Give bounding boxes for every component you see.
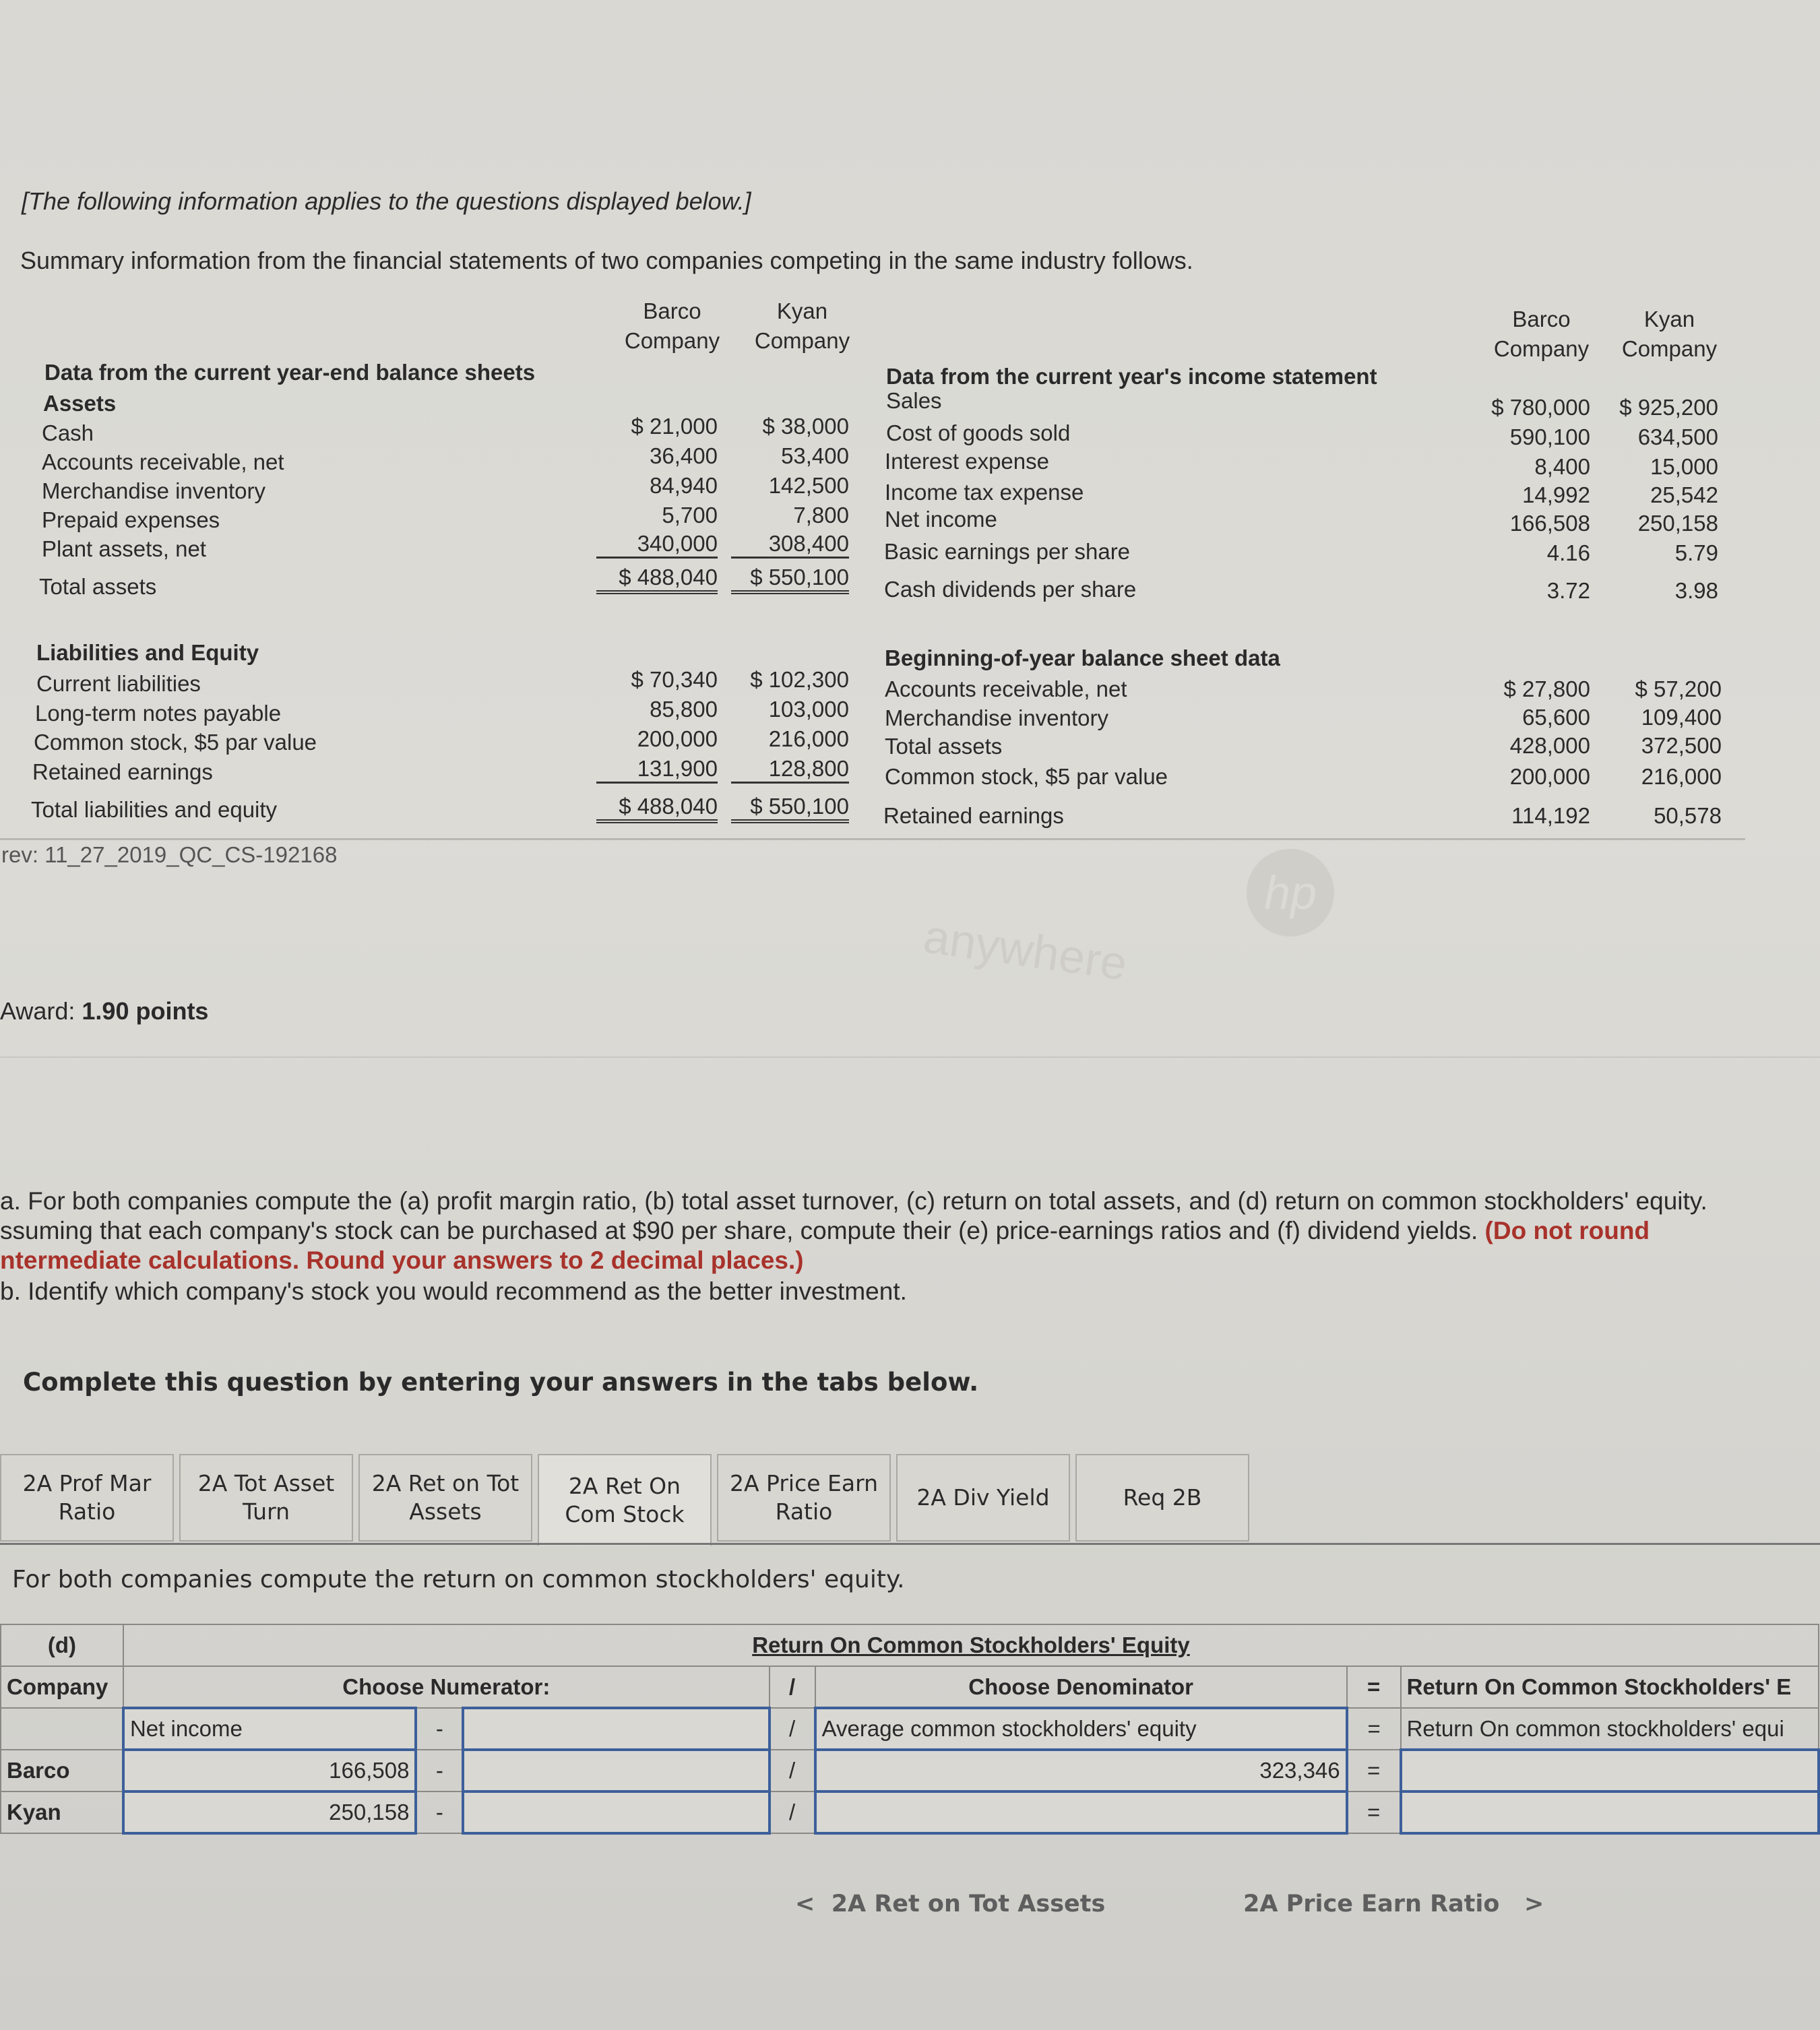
kyan-beginning-value: 50,578 <box>1654 803 1722 828</box>
kyan-beginning-value: 216,000 <box>1641 764 1722 789</box>
watermark-text: anywhere <box>920 910 1131 990</box>
kyan-income-value: 5.79 <box>1674 540 1718 565</box>
rounding-note-cont: ntermediate calculations. Round your answers to 2 decimal places.) <box>0 1246 804 1274</box>
header-line: Company <box>624 328 720 353</box>
kyan-beginning-value: $ 57,200 <box>1635 676 1722 701</box>
barco-value: 131,900 <box>596 756 718 784</box>
kyan-value: 7,800 <box>793 503 849 528</box>
kyan-column-header-right <box>1614 305 1725 364</box>
income-label: Net income <box>885 507 997 532</box>
minus-sign: - <box>416 1791 463 1833</box>
tab-underline <box>0 1543 1820 1545</box>
barco-income-value: 8,400 <box>1534 454 1590 479</box>
section-divider <box>0 1056 1820 1058</box>
header-line: Company <box>1493 336 1590 361</box>
hp-logo-reflection: hp <box>1247 849 1334 937</box>
barco-column-header <box>617 296 728 356</box>
tab-line: Com Stock <box>565 1501 685 1527</box>
barco-total-assets: $ 488,040 <box>596 565 718 594</box>
blank-cell <box>1 1708 123 1750</box>
prev-tab-button[interactable] <box>795 1891 1105 1917</box>
divide-sign: / <box>770 1791 815 1833</box>
barco-value: 36,400 <box>650 443 718 468</box>
equals-sign: = <box>1347 1708 1401 1750</box>
kyan-value: 103,000 <box>768 697 849 722</box>
income-label: Basic earnings per share <box>884 539 1131 564</box>
kyan-numerator-input-2[interactable] <box>463 1791 769 1833</box>
kyan-value: 53,400 <box>781 443 849 468</box>
liability-label: Common stock, $5 par value <box>34 730 317 755</box>
minus-sign: - <box>416 1708 463 1750</box>
beginning-label: Merchandise inventory <box>885 705 1108 730</box>
tab-ret-on-com-stock[interactable] <box>538 1454 712 1546</box>
result-label: Return On common stockholders' equi <box>1401 1708 1819 1750</box>
tab-bar <box>0 1454 1255 1546</box>
barco-beginning-value: 428,000 <box>1509 733 1590 758</box>
total-liab-label: Total liabilities and equity <box>31 797 278 822</box>
barco-result-input[interactable] <box>1401 1750 1819 1791</box>
barco-value: $ 70,340 <box>631 667 718 692</box>
barco-value: 85,800 <box>650 697 718 722</box>
intro-note: [The following information applies to the questions displayed below.] <box>22 187 751 215</box>
liability-label: Current liabilities <box>36 671 201 696</box>
tab-line: Turn <box>243 1498 290 1525</box>
kyan-income-value: $ 925,200 <box>1619 395 1718 420</box>
tab-instruction: For both companies compute the return on common stockholders' equity. <box>12 1566 905 1593</box>
kyan-result-input[interactable] <box>1401 1791 1819 1833</box>
barco-numerator-input[interactable]: 166,508 <box>123 1750 416 1791</box>
barco-beginning-value: 65,600 <box>1522 705 1590 730</box>
beginning-label: Accounts receivable, net <box>885 676 1127 701</box>
grid-formula-row <box>1 1708 1819 1750</box>
header-line: Company <box>1621 336 1718 361</box>
barco-value: 340,000 <box>596 531 718 559</box>
kyan-income-value: 15,000 <box>1650 454 1718 479</box>
header-line: Barco <box>643 298 701 323</box>
kyan-income-value: 3.98 <box>1674 578 1718 603</box>
asset-label: Merchandise inventory <box>42 478 265 503</box>
liability-label: Retained earnings <box>32 759 213 784</box>
barco-income-value: 166,508 <box>1509 511 1590 536</box>
income-statement-heading: Data from the current year's income statement <box>886 364 1377 389</box>
tab-label <box>372 1469 520 1526</box>
tab-prof-mar-ratio[interactable] <box>0 1454 174 1542</box>
asset-label: Plant assets, net <box>42 536 206 561</box>
tab-line: Ratio <box>775 1498 833 1525</box>
tab-line: 2A Tot Asset <box>197 1470 335 1496</box>
tab-label <box>198 1469 334 1526</box>
tab-label: Req 2B <box>1123 1484 1202 1511</box>
question-line-2 <box>0 1217 1650 1245</box>
award-prefix: Award: <box>0 997 82 1025</box>
company-name: Barco <box>1 1750 123 1791</box>
question-line-a: a. For both companies compute the (a) profit margin ratio, (b) total asset turnover, (c) return on total assets, and (d) return on common stockholders' equity. <box>0 1187 1707 1215</box>
numerator-header: Choose Numerator: <box>123 1666 770 1708</box>
grid-title: Return On Common Stockholders' Equity <box>123 1624 1819 1666</box>
beginning-label: Common stock, $5 par value <box>885 764 1168 789</box>
header-line: Barco <box>1512 307 1571 331</box>
tab-line: Ratio <box>58 1498 116 1525</box>
kyan-value: $ 102,300 <box>750 667 849 692</box>
tab-line: 2A Prof Mar <box>22 1470 152 1496</box>
kyan-income-value: 25,542 <box>1650 482 1718 507</box>
tab-line: 2A Ret on Tot <box>371 1470 520 1496</box>
barco-column-header-right <box>1486 305 1597 364</box>
divide-sign: / <box>770 1708 815 1750</box>
kyan-beginning-value: 372,500 <box>1641 733 1722 758</box>
barco-beginning-value: 114,192 <box>1511 803 1590 828</box>
assets-heading: Assets <box>43 391 117 416</box>
kyan-value: 308,400 <box>731 531 849 559</box>
company-header: Company <box>1 1666 123 1708</box>
answer-grid <box>0 1624 1820 1835</box>
equals-sign: = <box>1347 1791 1401 1833</box>
barco-income-value: $ 780,000 <box>1491 395 1590 420</box>
barco-numerator-input-2[interactable] <box>463 1750 769 1791</box>
tab-price-earn-ratio[interactable] <box>717 1454 891 1542</box>
award-value: 1.90 points <box>82 997 209 1025</box>
grid-title-row <box>1 1624 1819 1666</box>
grid-header-row <box>1 1666 1819 1708</box>
prev-tab-label: 2A Ret on Tot Assets <box>831 1891 1106 1917</box>
chevron-left-icon: < <box>795 1891 815 1917</box>
header-line: Kyan <box>776 298 828 323</box>
tab-label <box>23 1469 152 1526</box>
tab-div-yield[interactable] <box>896 1454 1070 1542</box>
barco-income-value: 14,992 <box>1522 482 1590 507</box>
total-assets-label: Total assets <box>39 574 157 599</box>
numerator-select-2[interactable] <box>463 1708 769 1750</box>
kyan-total-liab: $ 550,100 <box>731 794 849 823</box>
barco-income-value: 3.72 <box>1546 578 1590 603</box>
barco-beginning-value: $ 27,800 <box>1503 676 1590 701</box>
kyan-total-assets: $ 550,100 <box>731 565 849 594</box>
divide-sign: / <box>770 1750 815 1791</box>
tab-tot-asset-turn[interactable] <box>179 1454 353 1542</box>
income-label: Interest expense <box>885 449 1049 474</box>
barco-value: $ 21,000 <box>631 414 718 439</box>
beginning-heading: Beginning-of-year balance sheet data <box>885 645 1280 670</box>
tab-label: 2A Div Yield <box>916 1484 1050 1511</box>
question-line-b: b. Identify which company's stock you would recommend as the better investment. <box>0 1277 907 1305</box>
tab-ret-on-tot-assets[interactable] <box>358 1454 532 1542</box>
award-points <box>0 997 208 1025</box>
tab-label <box>730 1469 878 1526</box>
asset-label: Accounts receivable, net <box>42 449 284 474</box>
barco-value: 200,000 <box>637 726 718 751</box>
liabilities-heading: Liabilities and Equity <box>36 640 259 665</box>
header-line: Company <box>754 328 850 353</box>
asset-label: Prepaid expenses <box>42 507 220 532</box>
kyan-value: 142,500 <box>768 473 849 498</box>
barco-income-value: 4.16 <box>1546 540 1590 565</box>
complete-instruction: Complete this question by entering your answers in the tabs below. <box>23 1368 979 1397</box>
barco-value: 5,700 <box>662 503 718 528</box>
income-label: Income tax expense <box>885 480 1084 505</box>
kyan-denominator-input[interactable] <box>815 1791 1347 1833</box>
denominator-select[interactable]: Average common stockholders' equity <box>815 1708 1347 1750</box>
revision-label: rev: 11_27_2019_QC_CS-192168 <box>1 842 338 867</box>
header-line: Kyan <box>1643 307 1695 331</box>
next-tab-button[interactable] <box>1243 1891 1544 1917</box>
income-label: Cash dividends per share <box>884 577 1137 602</box>
grid-corner-label: (d) <box>1 1624 123 1666</box>
barco-total-liab: $ 488,040 <box>596 794 718 823</box>
rounding-note: (Do not round <box>1484 1217 1650 1244</box>
kyan-beginning-value: 109,400 <box>1641 705 1722 730</box>
kyan-value: 128,800 <box>731 756 849 784</box>
liability-label: Long-term notes payable <box>35 701 282 726</box>
company-name: Kyan <box>1 1791 123 1833</box>
table-row <box>1 1750 1819 1791</box>
tab-line: 2A Price Earn <box>729 1470 879 1496</box>
asset-label: Cash <box>42 420 94 445</box>
table-row <box>1 1791 1819 1833</box>
kyan-column-header <box>747 296 858 356</box>
kyan-income-value: 250,158 <box>1637 511 1718 536</box>
next-tab-label: 2A Price Earn Ratio <box>1243 1891 1500 1917</box>
kyan-income-value: 634,500 <box>1637 424 1718 449</box>
table-bottom-rule <box>0 838 1745 840</box>
tab-line: 2A Ret On <box>568 1473 681 1499</box>
intro-summary: Summary information from the financial statements of two companies competing in the same industry follows. <box>20 247 1193 274</box>
chevron-right-icon: > <box>1524 1891 1544 1917</box>
beginning-label: Retained earnings <box>883 803 1064 828</box>
denominator-header: Choose Denominator <box>815 1666 1347 1708</box>
equals-sign: = <box>1347 1666 1401 1708</box>
beginning-label: Total assets <box>885 734 1003 759</box>
equals-sign: = <box>1347 1750 1401 1791</box>
barco-value: 84,940 <box>650 473 718 498</box>
kyan-numerator-input[interactable]: 250,158 <box>123 1791 416 1833</box>
income-label: Cost of goods sold <box>886 420 1071 445</box>
minus-sign: - <box>416 1750 463 1791</box>
tab-req-2b[interactable] <box>1075 1454 1249 1542</box>
barco-beginning-value: 200,000 <box>1509 764 1590 789</box>
numerator-select[interactable]: Net income <box>123 1708 416 1750</box>
divide-sign: / <box>770 1666 815 1708</box>
barco-income-value: 590,100 <box>1509 424 1590 449</box>
question-text: ssuming that each company's stock can be purchased at $90 per share, compute their (e) price-earnings ratios and (f) dividend yields. <box>0 1217 1485 1244</box>
kyan-value: 216,000 <box>768 726 849 751</box>
barco-denominator-input[interactable]: 323,346 <box>815 1750 1347 1791</box>
income-label: Sales <box>886 388 942 413</box>
tab-label <box>565 1472 684 1529</box>
balance-sheet-heading: Data from the current year-end balance sheets <box>44 360 536 385</box>
tab-line: Assets <box>409 1498 482 1525</box>
result-header: Return On Common Stockholders' E <box>1401 1666 1819 1708</box>
kyan-value: $ 38,000 <box>762 414 849 439</box>
